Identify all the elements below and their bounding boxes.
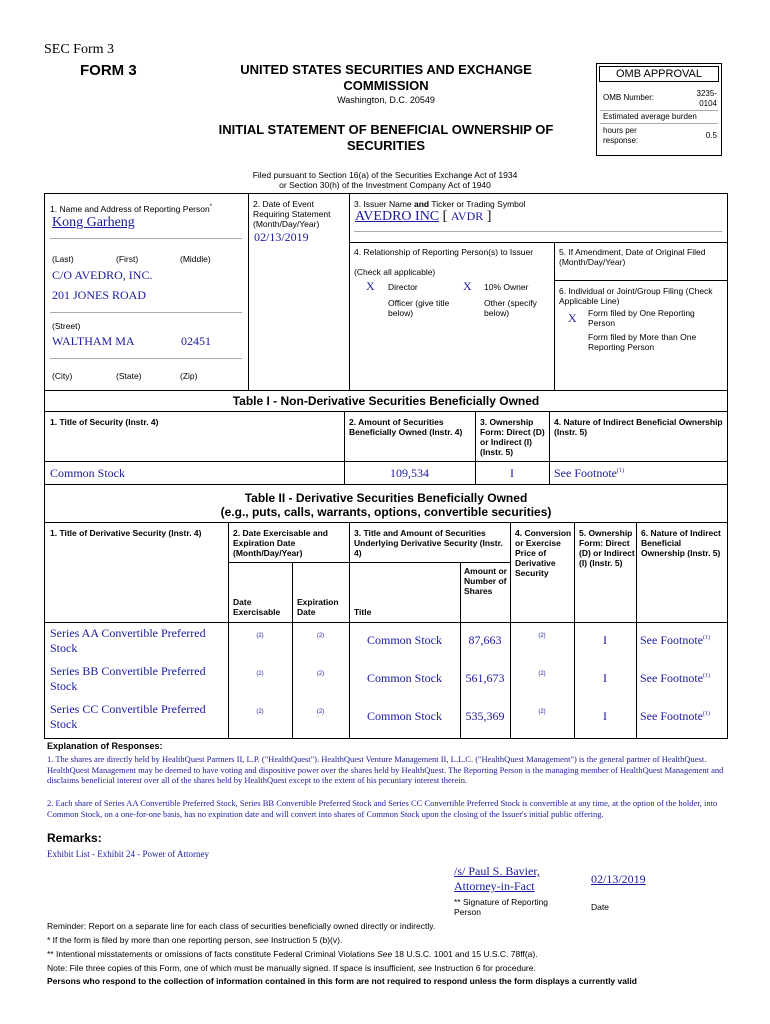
city-state-value: WALTHAM MA <box>52 334 135 348</box>
joint-filing-label: 6. Individual or Joint/Group Filing (Check Applicable Line) <box>559 286 713 306</box>
table2-expiration: (2) <box>316 633 325 639</box>
table2-sub-title: Title <box>354 607 372 617</box>
issuer-name[interactable]: AVEDRO INC <box>355 209 440 224</box>
filed-pursuant-1: Filed pursuant to Section 16(a) of the Securities Exchange Act of 1934 <box>252 170 518 180</box>
table-row <box>44 661 728 699</box>
street-label: (Street) <box>52 321 81 331</box>
footer-multiple: * If the form is filed by more than one reporting person, see Instruction 5 (b)(v). <box>47 935 343 945</box>
other-label: Other (specify below) <box>484 298 537 318</box>
address-line-1: C/O AVEDRO, INC. <box>52 268 153 282</box>
issuer-label: 3. Issuer Name and Ticker or Trading Symbol <box>354 199 526 209</box>
footer-note: Note: File three copies of this Form, one of which must be manually signed. If space is insufficient, see Instruction 6 for procedure. <box>47 963 536 973</box>
event-date-value: 02/13/2019 <box>254 230 309 244</box>
explanation-title: Explanation of Responses: <box>47 741 163 751</box>
signature-name[interactable]: /s/ Paul S. Bavier, Attorney-in-Fact <box>454 864 540 893</box>
table1-col-ownership: 3. Ownership Form: Direct (D) or Indirect (I) (Instr. 5) <box>480 417 545 457</box>
table2-nature: See Footnote$^{(1)}$ <box>640 709 710 723</box>
last-label: (Last) <box>52 254 74 264</box>
table1-col-security: 1. Title of Security (Instr. 4) <box>50 417 159 427</box>
table2-nature: See Footnote$^{(1)}$ <box>640 671 710 685</box>
form-title: INITIAL STATEMENT OF BENEFICIAL OWNERSHIP OF SECURITIES <box>218 122 554 153</box>
multiple-persons-label: Form filed by More than One Reporting Person <box>588 332 697 352</box>
reporting-person-name[interactable]: Kong Garheng <box>52 215 135 230</box>
issuer-value: AVEDRO INC [ AVDR ] <box>355 209 492 224</box>
table-row <box>44 699 728 737</box>
table2-col-underlying: 3. Title and Amount of Securities Underlying Derivative Security (Instr. 4) <box>354 528 503 558</box>
remarks-text: Exhibit List - Exhibit 24 - Power of Attorney <box>47 849 209 859</box>
agency-title: UNITED STATES SECURITIES AND EXCHANGE COMMISSION <box>240 62 532 93</box>
table2-col-nature: 6. Nature of Indirect Beneficial Ownership (Instr. 5) <box>641 528 721 558</box>
middle-label: (Middle) <box>180 254 211 264</box>
table1-title: Table I - Non-Derivative Securities Beneficially Owned <box>232 394 540 408</box>
footnote-2: 2. Each share of Series AA Convertible Preferred Stock, Series BB Convertible Preferred Stock and Series CC Convertible Preferred Stock is convertible at any time, at the option of the holder, into Common Stock, on a one-for-one basis, has no expiration date and will convert into shares of Common Stock upon the closing of the Issuer's initial public offering. <box>47 798 718 819</box>
table2-underlying-title: Common Stock <box>366 671 442 685</box>
table1-col-amount: 2. Amount of Securities Beneficially Owned (Instr. 4) <box>349 417 463 437</box>
city-label: (City) <box>52 371 73 381</box>
table2-col-dates: 2. Date Exercisable and Expiration Date (Month/Day/Year) <box>233 528 328 558</box>
table2-subtitle: (e.g., puts, calls, warrants, options, convertible securities) <box>220 505 552 519</box>
footer-misstatements: ** Intentional misstatements or omissions of facts constitute Federal Criminal Violations See 18 U.S.C. 1001 and 15 U.S.C. 78ff(a). <box>47 949 538 959</box>
table2-col-price: 4. Conversion or Exercise Price of Derivative Security <box>515 528 572 578</box>
table2-expiration: (2) <box>316 671 325 677</box>
omb-burden-label: Estimated average burden <box>603 112 697 121</box>
signature-label: ** Signature of Reporting Person <box>454 897 549 917</box>
footer-persons: Persons who respond to the collection of information contained in this form are not required to respond unless the form displays a currently valid <box>47 976 637 986</box>
footnote-1: 1. The shares are directly held by HealthQuest Partners II, L.P. ("HealthQuest"). HealthQuest Venture Management II, L.L.C. ("HealthQuest Management") is the general partner of HealthQuest. HealthQuest Management may be deemed to have voting and dispositive power over the shares held by HealthQuest. The Reporting Person is the managing member of HealthQuest Management and disclaims beneficial interest over all of the shares held by HealthQuest except to the extent of his pecuniary interest therein. <box>47 754 724 785</box>
table2-ownership-form: I <box>603 671 607 685</box>
table2-exercisable: (2) <box>256 709 264 715</box>
table2-amount: 535,369 <box>465 709 505 723</box>
table2-sub-expiration: Expiration Date <box>297 597 339 617</box>
remarks-title: Remarks: <box>47 831 102 845</box>
relationship-label: 4. Relationship of Reporting Person(s) to Issuer <box>354 247 534 257</box>
amendment-label: 5. If Amendment, Date of Original Filed (Month/Day/Year) <box>559 247 706 267</box>
table1-col-nature: 4. Nature of Indirect Beneficial Ownership (Instr. 5) <box>554 417 723 437</box>
event-date-label: 2. Date of Event Requiring Statement (Month/Day/Year) <box>253 199 331 229</box>
one-person-checkbox[interactable]: X <box>568 311 577 325</box>
signature-date: 02/13/2019 <box>591 872 646 886</box>
table2-price: (2) <box>538 633 546 639</box>
table1-security: Common Stock <box>50 466 126 480</box>
omb-number-value: 3235-0104 <box>696 89 717 108</box>
address-line-2: 201 JONES ROAD <box>52 288 147 302</box>
footer-reminder: Reminder: Report on a separate line for each class of securities beneficially owned directly or indirectly. <box>47 921 436 931</box>
reporting-person-label: 1. Name and Address of Reporting Person* <box>50 203 213 214</box>
agency-location: Washington, D.C. 20549 <box>337 95 435 105</box>
table2-col-security: 1. Title of Derivative Security (Instr. 4) <box>50 528 202 538</box>
table2-price: (2) <box>538 709 546 715</box>
table1-nature: See Footnote$^{(1)}$ <box>554 466 624 480</box>
table2-security: Series BB Convertible Preferred Stock <box>50 664 206 693</box>
table2-col-ownership: 5. Ownership Form: Direct (D) or Indirect (I) (Instr. 5) <box>579 528 635 568</box>
table2-price: (2) <box>538 671 546 677</box>
relationship-check-label: (Check all applicable) <box>354 267 436 277</box>
omb-title: OMB APPROVAL <box>599 66 719 82</box>
ten-percent-owner-label: 10% Owner <box>484 282 529 292</box>
table2-sub-amount: Amount or Number of Shares <box>464 566 507 596</box>
first-label: (First) <box>116 254 139 264</box>
table2-nature: See Footnote$^{(1)}$ <box>640 633 710 647</box>
table2-sub-exercisable: Date Exercisable <box>233 597 281 617</box>
table2-underlying-title: Common Stock <box>366 709 442 723</box>
director-label: Director <box>388 282 418 292</box>
table2-ownership-form: I <box>603 633 607 647</box>
table2-amount: 87,663 <box>468 633 502 647</box>
filed-pursuant-2: or Section 30(h) of the Investment Company Act of 1940 <box>279 180 491 190</box>
sec-form-label: SEC Form 3 <box>44 42 115 57</box>
issuer-ticker: AVDR <box>450 209 484 223</box>
director-checkbox[interactable]: X <box>366 279 375 293</box>
table2-security: Series CC Convertible Preferred Stock <box>50 702 206 731</box>
omb-approval-box <box>596 63 722 156</box>
table2-underlying-title: Common Stock <box>366 633 442 647</box>
zip-label: (Zip) <box>180 371 198 381</box>
one-person-label: Form filed by One Reporting Person <box>588 308 695 328</box>
state-label: (State) <box>116 371 142 381</box>
table2-expiration: (2) <box>316 709 325 715</box>
table2-title: Table II - Derivative Securities Beneficially Owned <box>244 491 528 505</box>
table2-exercisable: (2) <box>256 671 264 677</box>
table1-amount: 109,534 <box>390 466 429 480</box>
ten-percent-owner-checkbox[interactable]: X <box>463 279 472 293</box>
table2-security: Series AA Convertible Preferred Stock <box>50 626 206 655</box>
date-label: Date <box>591 902 609 912</box>
table2-ownership-form: I <box>603 709 607 723</box>
table-row <box>44 623 728 661</box>
officer-label: Officer (give title below) <box>388 298 450 318</box>
table1-ownership-form: I <box>510 466 514 480</box>
omb-hours-value: 0.5 <box>705 131 717 140</box>
omb-hours-label: hours per response: <box>603 126 639 145</box>
form-number: FORM 3 <box>80 62 137 79</box>
table2-exercisable: (2) <box>256 633 264 639</box>
zip-value: 02451 <box>181 334 211 348</box>
omb-number-label: OMB Number: <box>603 93 655 102</box>
table2-amount: 561,673 <box>465 671 505 685</box>
